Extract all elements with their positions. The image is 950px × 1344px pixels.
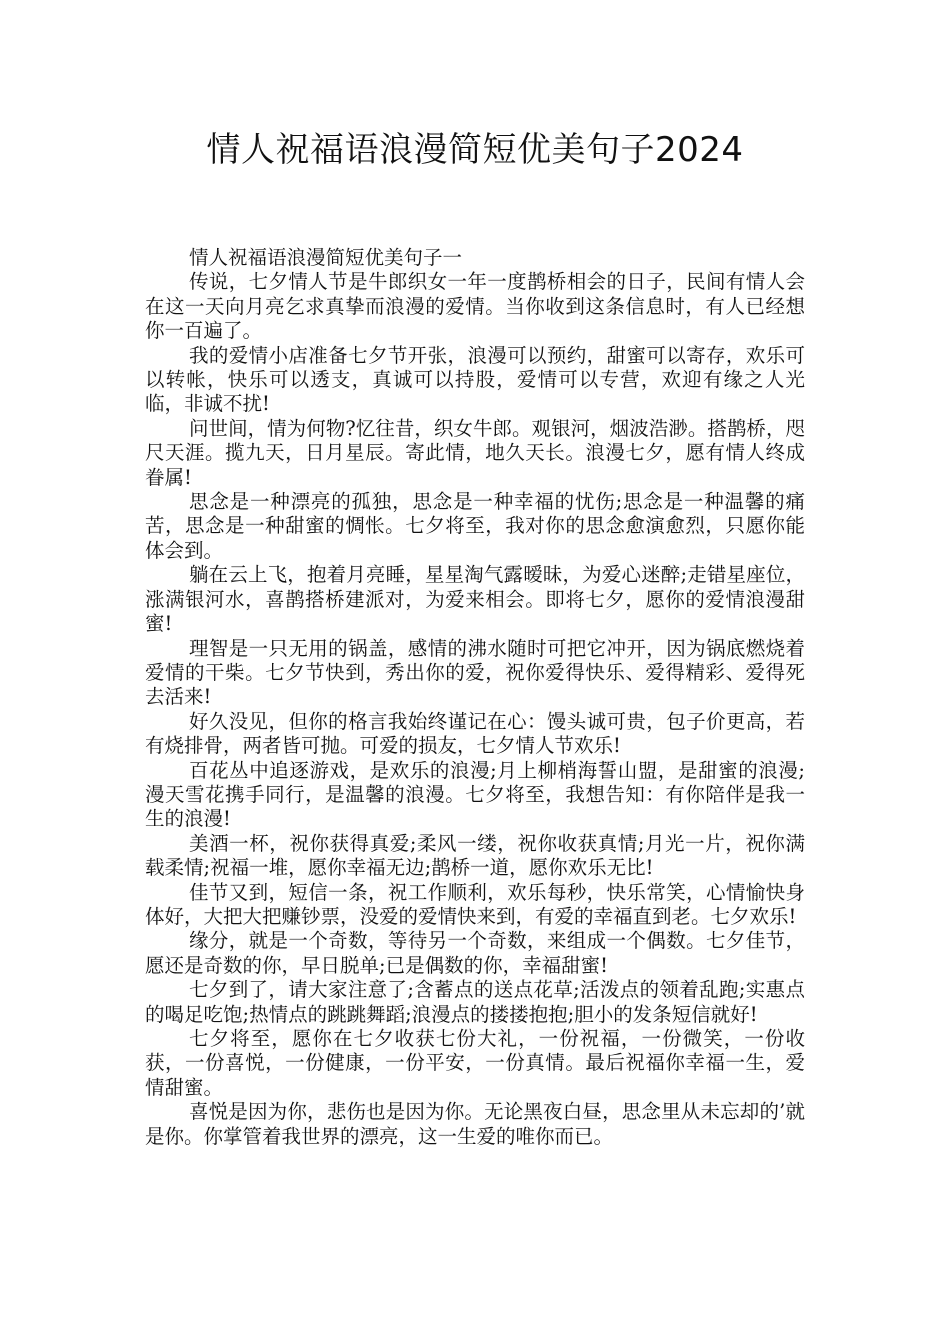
paragraph: 喜悦是因为你，悲伤也是因为你。无论黑夜白昼，思念里从未忘却的’就是你。你掌管着我世界的漂亮，这一生爱的唯你而已。 (145, 1100, 805, 1148)
page-title: 情人祝福语浪漫简短优美句子2024 (206, 130, 744, 170)
paragraph: 美酒一杯，祝你获得真爱;柔风一缕，祝你收获真情;月光一片，祝你满载柔情;祝福一堆，愿你幸福无边;鹊桥一道，愿你欢乐无比! (145, 831, 805, 880)
paragraph: 思念是一种漂亮的孤独，思念是一种幸福的忧伤;思念是一种温馨的痛苦，思念是一种甜蜜的惆怅。七夕将至，我对你的思念愈演愈烈，只愿你能体会到。 (145, 490, 805, 562)
document-body (145, 246, 805, 1149)
paragraph: 七夕到了，请大家注意了;含蓄点的送点花草;活泼点的领着乱跑;实惠点的喝足吃饱;热情点的跳跳舞蹈;浪漫点的搂搂抱抱;胆小的发条短信就好! (145, 978, 805, 1026)
paragraph: 理智是一只无用的锅盖，感情的沸水随时可把它冲开，因为锅底燃烧着爱情的干柴。七夕节快到，秀出你的爱，祝你爱得快乐、爱得精彩、爱得死去活来! (145, 636, 805, 709)
paragraph: 问世间，情为何物?忆往昔，织女牛郎。观银河，烟波浩渺。搭鹊桥，咫尺天涯。揽九天，日月星辰。寄此情，地久天长。浪漫七夕，愿有情人终成眷属! (145, 416, 805, 489)
paragraph: 好久没见，但你的格言我始终谨记在心：馒头诚可贵，包子价更高，若有烧排骨，两者皆可抛。可爱的损友，七夕情人节欢乐! (145, 709, 805, 758)
paragraph: 传说，七夕情人节是牛郎织女一年一度鹊桥相会的日子，民间有情人会在这一天向月亮乞求真挚而浪漫的爱情。当你收到这条信息时，有人已经想你一百遍了。 (145, 270, 805, 343)
section-subheading: 情人祝福语浪漫简短优美句子一 (189, 246, 463, 269)
paragraph: 我的爱情小店准备七夕节开张，浪漫可以预约，甜蜜可以寄存，欢乐可以转帐，快乐可以透支，真诚可以持股，爱情可以专营，欢迎有缘之人光临，非诚不扰! (145, 343, 805, 416)
paragraph: 佳节又到，短信一条，祝工作顺利，欢乐每秒，快乐常笑，心情愉快身体好，大把大把赚钞票，没爱的爱情快来到，有爱的幸福直到老。七夕欢乐! (145, 880, 805, 928)
paragraph: 躺在云上飞，抱着月亮睡，星星淘气露暧昧，为爱心迷醉;走错星座位，涨满银河水，喜鹊搭桥建派对，为爱来相会。即将七夕，愿你的爱情浪漫甜蜜! (145, 563, 805, 636)
paragraph: 缘分，就是一个奇数，等待另一个奇数，来组成一个偶数。七夕佳节，愿还是奇数的你，早日脱单;已是偶数的你，幸福甜蜜! (145, 929, 805, 977)
paragraph: 七夕将至，愿你在七夕收获七份大礼，一份祝福，一份微笑，一份收获，一份喜悦，一份健康，一份平安，一份真情。最后祝福你幸福一生，爱情甜蜜。 (145, 1027, 805, 1099)
paragraph: 百花丛中追逐游戏，是欢乐的浪漫;月上柳梢海誓山盟，是甜蜜的浪漫;漫天雪花携手同行，是温馨的浪漫。七夕将至，我想告知：有你陪伴是我一生的浪漫! (145, 758, 805, 831)
